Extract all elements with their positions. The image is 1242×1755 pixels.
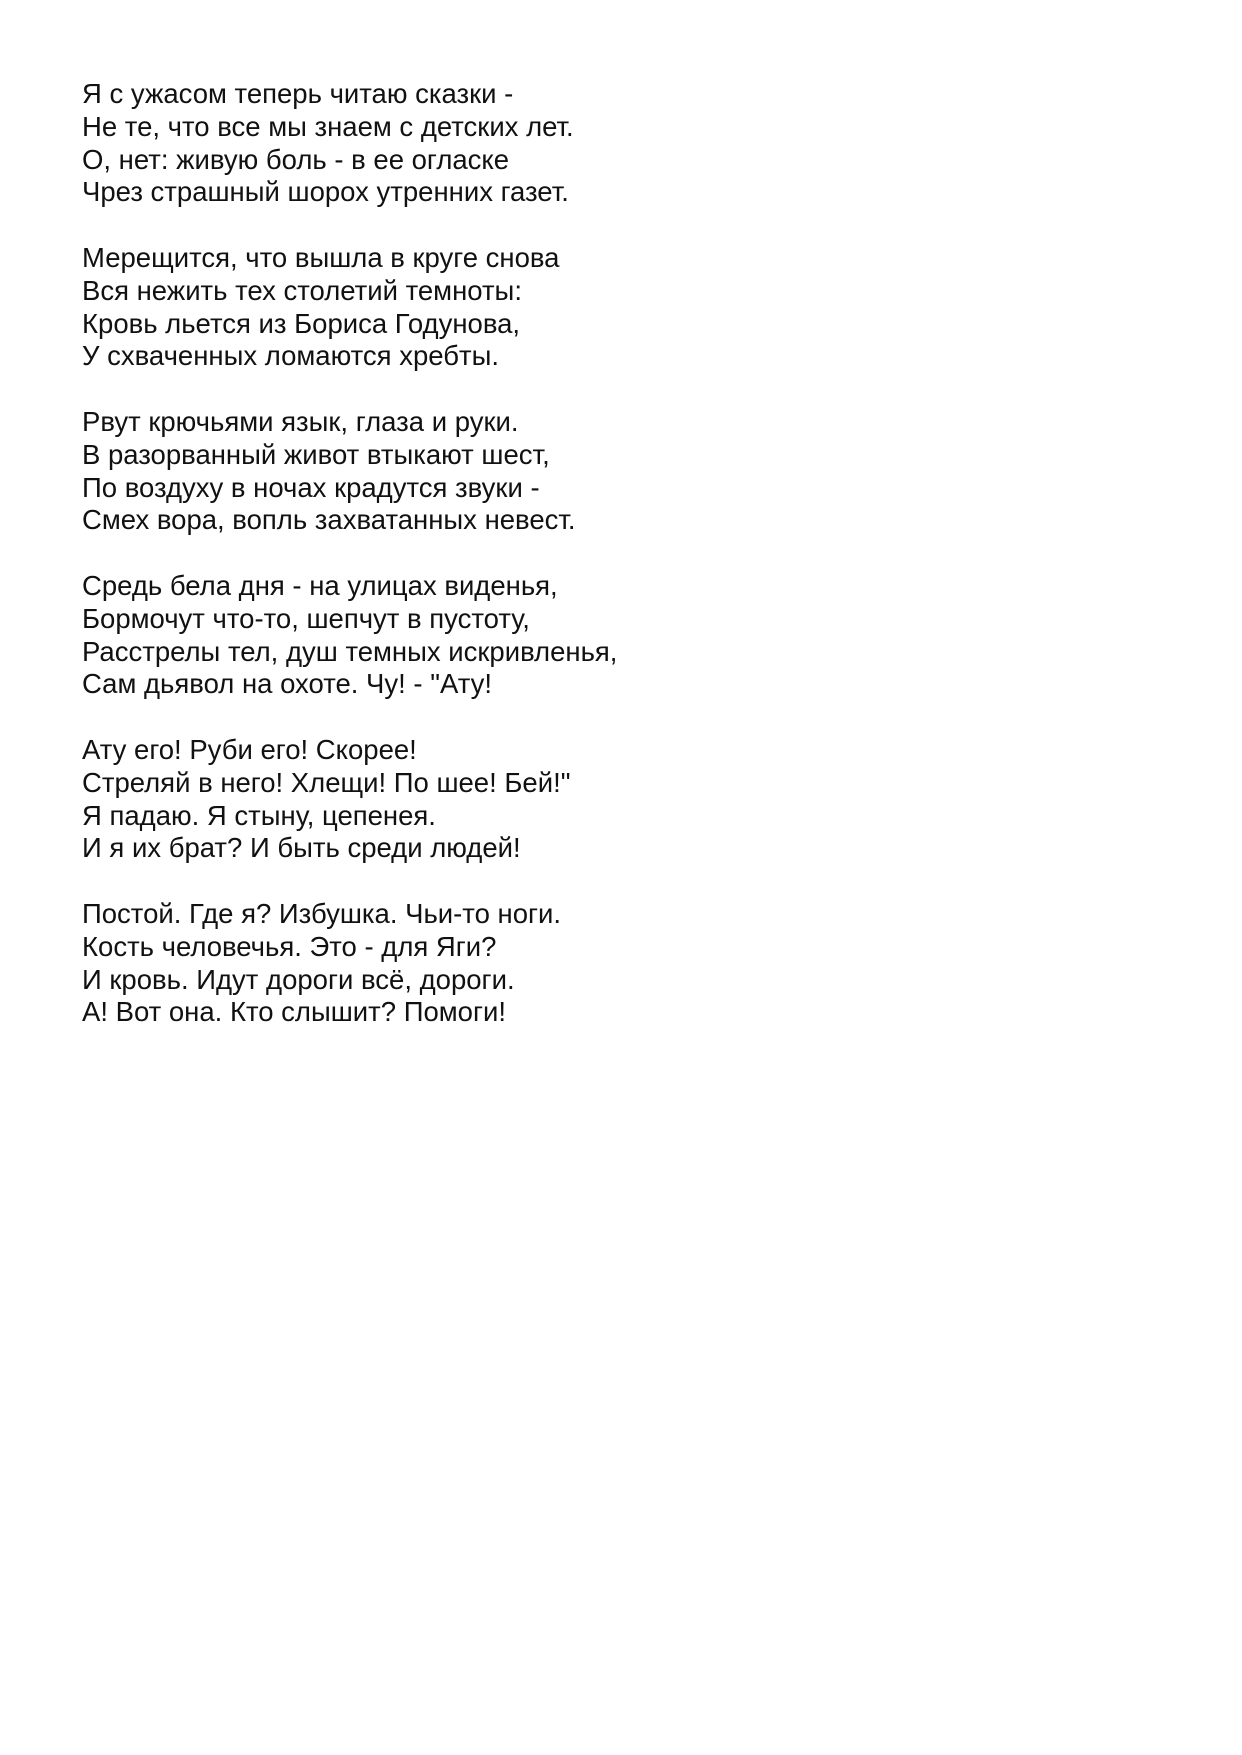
poem-line: В разорванный живот втыкают шест, <box>82 438 550 470</box>
stanza-5 <box>82 734 1162 865</box>
poem-line: Чрез страшный шорох утренних газет. <box>82 176 569 208</box>
poem-line: И я их брат? И быть среди людей! <box>82 832 521 864</box>
poem-line: Бормочут что-то, шепчут в пустоту, <box>82 602 530 634</box>
stanza-4 <box>82 570 1162 701</box>
poem-line: Мерещится, что вышла в круге снова <box>82 241 560 273</box>
poem-line: А! Вот она. Кто слышит? Помоги! <box>82 996 506 1028</box>
poem-line: Смех вора, вопль захватанных невест. <box>82 504 576 536</box>
poem-line: Расстрелы тел, душ темных искривленья, <box>82 635 618 667</box>
poem-line: По воздуху в ночах крадутся звуки - <box>82 471 540 503</box>
poem-line: Средь бела дня - на улицах виденья, <box>82 569 558 601</box>
poem-line: Я с ужасом теперь читаю сказки - <box>82 78 514 109</box>
poem-line: У схваченных ломаются хребты. <box>82 340 499 372</box>
poem-line: Стреляй в него! Хлещи! По шее! Бей!" <box>82 766 571 798</box>
poem-line: Постой. Где я? Избушка. Чьи-то ноги. <box>82 897 562 929</box>
poem-line: О, нет: живую боль - в ее огласке <box>82 143 510 175</box>
stanza-2 <box>82 242 1162 373</box>
poem-line: Не те, что все мы знаем с детских лет. <box>82 110 574 142</box>
poem-text <box>82 78 1162 1062</box>
stanza-3 <box>82 406 1162 537</box>
stanza-6 <box>82 898 1162 1029</box>
poem-line: Сам дьявол на охоте. Чу! - "Ату! <box>82 668 493 700</box>
poem-line: Кость человечья. Это - для Яги? <box>82 930 497 962</box>
poem-line: Вся нежить тех столетий темноты: <box>82 274 522 306</box>
stanza-1 <box>82 78 1162 209</box>
poem-line: Ату его! Руби его! Скорее! <box>82 733 417 765</box>
poem-line: И кровь. Идут дороги всё, дороги. <box>82 963 515 995</box>
poem-line: Кровь льется из Бориса Годунова, <box>82 307 521 339</box>
poem-line: Я падаю. Я стыну, цепенея. <box>82 799 436 831</box>
poem-line: Рвут крючьями язык, глаза и руки. <box>82 405 519 437</box>
